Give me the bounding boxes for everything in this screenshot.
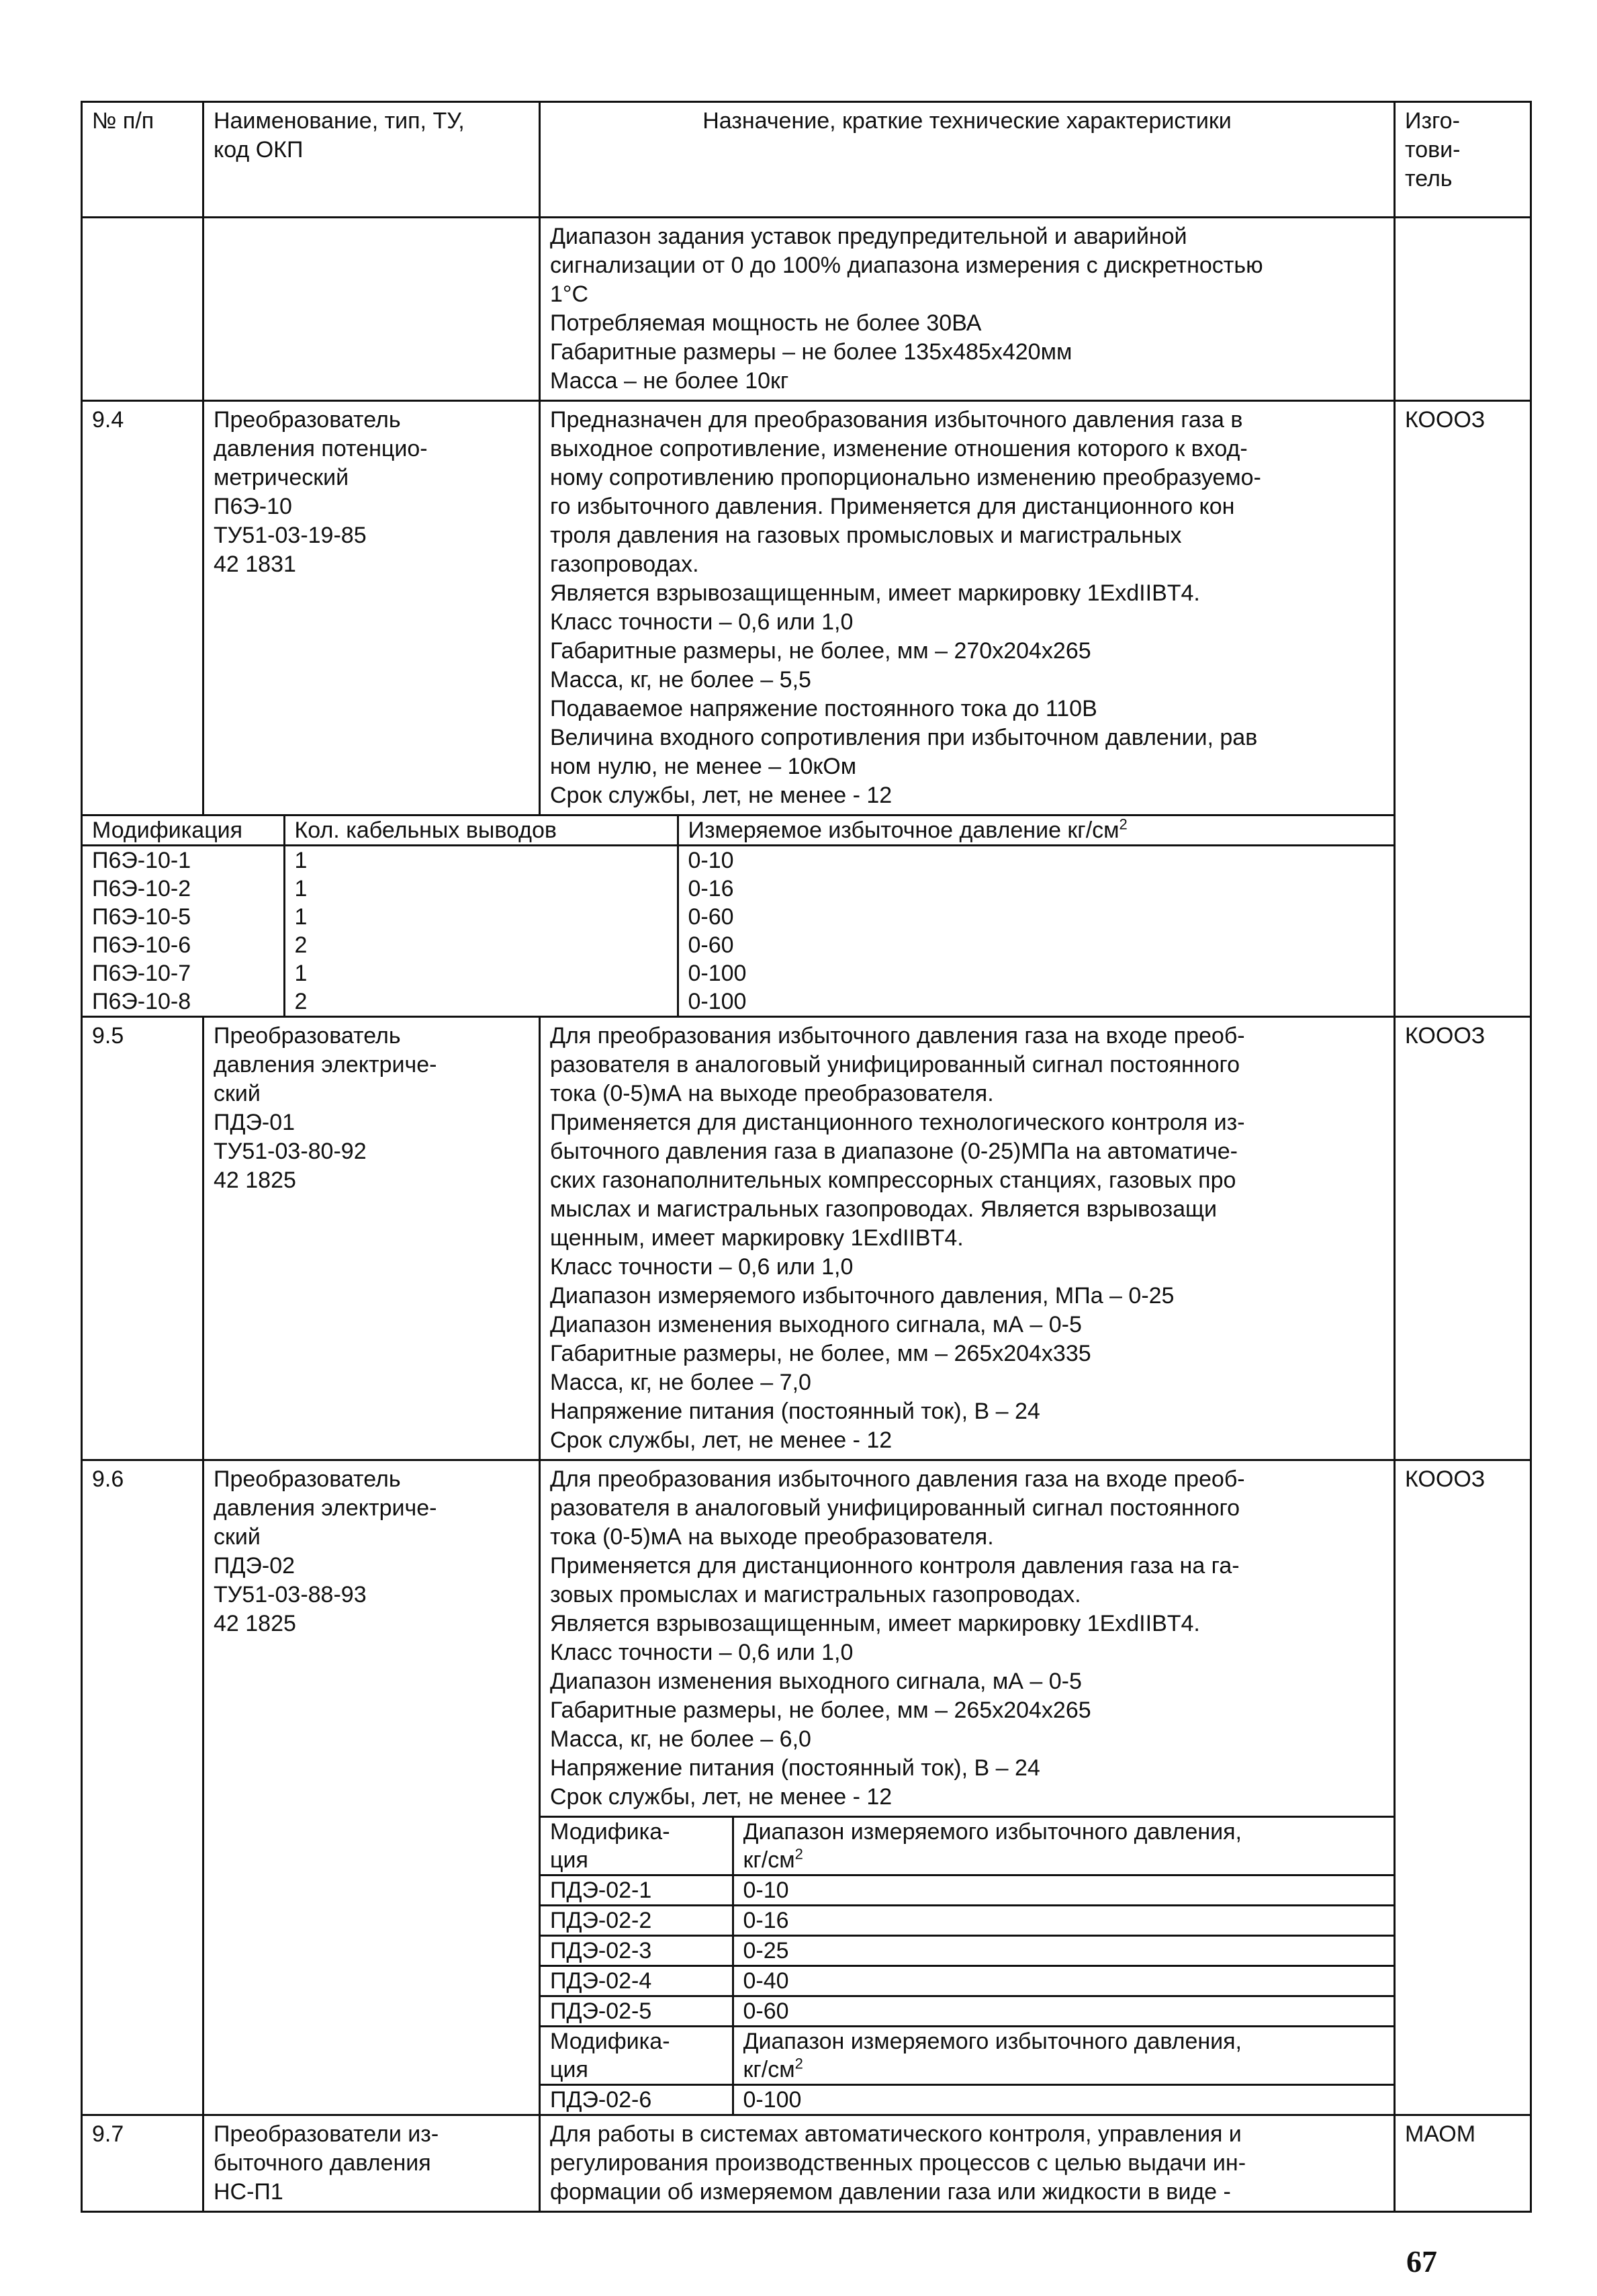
modification-table-9-6 [541, 1816, 1394, 2114]
description-line: Потребляемая мощность не более 30ВА [550, 310, 982, 336]
name-line: быточного давления [214, 2150, 431, 2176]
description-line: Габаритные размеры, не более, мм – 265х204х265 [550, 1697, 1091, 1723]
mod-model: ПДЭ-02-4 [541, 1966, 733, 1996]
header-number-text: № п/п [92, 108, 154, 134]
modification-row [541, 1996, 1394, 2027]
cell-description [540, 401, 1395, 815]
mod-model: П6Э-10-7 [83, 959, 284, 987]
header-name-line: код ОКП [214, 137, 304, 163]
description-line: Класс точности – 0,6 или 1,0 [550, 609, 854, 635]
mod-pressure: 0-60 [733, 1996, 1394, 2027]
modification-table-cell [82, 815, 1395, 1017]
name-line: Преобразователь [214, 1023, 401, 1049]
mod-pressure: 0-100 [733, 2085, 1394, 2115]
mod-header-pressure-text: Измеряемое избыточное давление кг/см [688, 818, 1120, 843]
row-number: 9.7 [92, 2121, 124, 2147]
modification-header-row [541, 1817, 1394, 1875]
row-number: 9.6 [92, 1466, 124, 1492]
description-line: разователя в аналоговый унифицированный сигнал постоянного [550, 1495, 1240, 1521]
mod-pressure: 0-40 [733, 1966, 1394, 1996]
cell-number [82, 1460, 203, 2115]
mod-header-model [541, 1817, 733, 1875]
description-line: Предназначен для преобразования избыточного давления газа в [550, 407, 1243, 433]
cell-description [540, 1460, 1395, 2115]
modification-table-9-4 [83, 816, 1394, 1016]
description-line: регулирования производственных процессов с целью выдачи ин- [550, 2150, 1246, 2176]
cell-maker [1395, 2115, 1531, 2212]
name-line: давления электриче- [214, 1495, 437, 1521]
description-line: 1°С [550, 281, 589, 307]
description-line: быточного давления газа в диапазоне (0-25)МПа на автоматиче- [550, 1139, 1238, 1164]
modification-row [541, 1875, 1394, 1906]
cell-number [82, 218, 203, 401]
modification-row [83, 987, 1394, 1016]
header-number [82, 102, 203, 218]
mod-header-unit: кг/см [743, 2057, 795, 2082]
mod-header-cables: Кол. кабельных выводов [284, 816, 678, 846]
table-row-9-5 [82, 1017, 1531, 1460]
name-line: ПДЭ-01 [214, 1110, 295, 1135]
name-line: ский [214, 1081, 261, 1106]
description-line: Является взрывозащищенным, имеет маркировку 1ExdIIBT4. [550, 1611, 1200, 1636]
description-line: Диапазон задания уставок предупредительной и аварийной [550, 224, 1187, 249]
mod-cables: 1 [284, 903, 678, 931]
mod-model: ПДЭ-02-6 [541, 2085, 733, 2115]
mod-header-model-line: Модифика- [550, 2029, 670, 2054]
name-line: давления электриче- [214, 1052, 437, 1077]
mod-cables: 1 [284, 846, 678, 875]
description-line: разователя в аналоговый унифицированный сигнал постоянного [550, 1052, 1240, 1077]
mod-pressure: 0-16 [678, 875, 1394, 903]
table-row-continuation [82, 218, 1531, 401]
name-line: ТУ51-03-88-93 [214, 1582, 367, 1607]
description-line: Класс точности – 0,6 или 1,0 [550, 1640, 854, 1665]
description-line: Подаваемое напряжение постоянного тока до 110В [550, 696, 1097, 721]
mod-header-model: Модификация [83, 816, 284, 846]
name-line: метрический [214, 465, 349, 490]
mod-pressure: 0-60 [678, 931, 1394, 959]
mod-model: П6Э-10-8 [83, 987, 284, 1016]
mod-model: П6Э-10-5 [83, 903, 284, 931]
mod-pressure: 0-100 [678, 959, 1394, 987]
mod-header-model-line: ция [550, 2057, 588, 2082]
name-line: 42 1825 [214, 1167, 296, 1193]
description-line: газопроводах. [550, 551, 699, 577]
mod-header-pressure-line: Диапазон измеряемого избыточного давления, [743, 2029, 1242, 2054]
modification-row [83, 931, 1394, 959]
description-line: Срок службы, лет, не менее - 12 [550, 1784, 893, 1810]
modification-header-row [541, 2027, 1394, 2085]
mod-header-pressure [678, 816, 1394, 846]
cell-description [540, 1017, 1395, 1460]
cell-number [82, 401, 203, 815]
description-line: Применяется для дистанционного технологического контроля из- [550, 1110, 1245, 1135]
mod-pressure: 0-10 [733, 1875, 1394, 1906]
cell-number [82, 1017, 203, 1460]
mod-model: П6Э-10-2 [83, 875, 284, 903]
description-line: Для преобразования избыточного давления газа на входе преоб- [550, 1023, 1245, 1049]
description-line: Применяется для дистанционного контроля давления газа на га- [550, 1553, 1240, 1579]
name-line: 42 1831 [214, 551, 296, 577]
mod-header-pressure [733, 2027, 1394, 2085]
mod-cables: 2 [284, 987, 678, 1016]
description-line: го избыточного давления. Применяется для дистанционного кон [550, 494, 1235, 519]
description-line: ном нулю, не менее – 10кОм [550, 754, 857, 779]
cell-name [203, 401, 540, 815]
description-line: Класс точности – 0,6 или 1,0 [550, 1254, 854, 1280]
description-text-block [541, 1461, 1394, 1816]
mod-header-model [541, 2027, 733, 2085]
description-line: Масса, кг, не более – 7,0 [550, 1370, 811, 1395]
description-line: щенным, имеет маркировку 1ExdIIBT4. [550, 1225, 964, 1251]
name-line: П6Э-10 [214, 494, 292, 519]
modification-row [83, 959, 1394, 987]
description-line: Масса – не более 10кг [550, 368, 789, 394]
header-maker-line: тови- [1405, 137, 1461, 163]
equipment-table [81, 101, 1532, 2213]
name-line: Преобразователи из- [214, 2121, 439, 2147]
name-line: ТУ51-03-80-92 [214, 1139, 367, 1164]
description-line: Диапазон изменения выходного сигнала, мА – 0-5 [550, 1669, 1082, 1694]
modification-row [541, 1906, 1394, 1936]
modification-row [541, 1966, 1394, 1996]
mod-pressure: 0-25 [733, 1936, 1394, 1966]
page-number: 67 [1406, 2244, 1437, 2279]
maker-name: КОООЗ [1405, 407, 1486, 433]
modification-row [83, 903, 1394, 931]
description-line: Напряжение питания (постоянный ток), В – 24 [550, 1755, 1040, 1781]
header-maker [1395, 102, 1531, 218]
cell-name [203, 218, 540, 401]
description-line: Диапазон измеряемого избыточного давления, МПа – 0-25 [550, 1283, 1175, 1309]
description-line: Габаритные размеры, не более, мм – 270х204х265 [550, 638, 1091, 664]
description-line: Срок службы, лет, не менее - 12 [550, 1427, 893, 1453]
mod-header-model-line: ция [550, 1847, 588, 1873]
mod-header-pressure-line [743, 2056, 1385, 2084]
name-line: НС-П1 [214, 2179, 283, 2205]
description-line: выходное сопротивление, изменение отношения которого к вход- [550, 436, 1248, 461]
header-description [540, 102, 1395, 218]
modification-row [83, 875, 1394, 903]
name-line: Преобразователь [214, 407, 401, 433]
description-line: ному сопротивлению пропорционально изменению преобразуемо- [550, 465, 1261, 490]
mod-pressure: 0-60 [678, 903, 1394, 931]
cell-maker [1395, 1017, 1531, 1460]
mod-model: ПДЭ-02-5 [541, 1996, 733, 2027]
maker-name: КОООЗ [1405, 1466, 1486, 1492]
mod-pressure: 0-100 [678, 987, 1394, 1016]
mod-header-pressure-line: Диапазон измеряемого избыточного давления, [743, 1819, 1242, 1845]
cell-maker [1395, 218, 1531, 401]
cell-name [203, 1017, 540, 1460]
maker-name: МАОМ [1405, 2121, 1476, 2147]
table-row-9-4 [82, 401, 1531, 815]
description-line: Величина входного сопротивления при избыточном давлении, рав [550, 725, 1258, 750]
description-line: зовых промыслах и магистральных газопроводах. [550, 1582, 1081, 1607]
description-line: Масса, кг, не более – 6,0 [550, 1726, 811, 1752]
mod-model: ПДЭ-02-1 [541, 1875, 733, 1906]
unit-superscript: 2 [1119, 816, 1128, 833]
header-name-line: Наименование, тип, ТУ, [214, 108, 465, 134]
mod-cables: 1 [284, 875, 678, 903]
table-row-9-4-modifications [82, 815, 1531, 1017]
table-row-9-6 [82, 1460, 1531, 2115]
description-line: Для преобразования избыточного давления газа на входе преоб- [550, 1466, 1245, 1492]
description-line: тока (0-5)мА на выходе преобразователя. [550, 1081, 994, 1106]
mod-header-model-line: Модифика- [550, 1819, 670, 1845]
description-line: Срок службы, лет, не менее - 12 [550, 783, 893, 808]
description-line: Диапазон изменения выходного сигнала, мА – 0-5 [550, 1312, 1082, 1337]
header-name [203, 102, 540, 218]
modification-header-row [83, 816, 1394, 846]
name-line: ТУ51-03-19-85 [214, 523, 367, 548]
mod-pressure: 0-10 [678, 846, 1394, 875]
cell-description [540, 218, 1395, 401]
name-line: 42 1825 [214, 1611, 296, 1636]
header-description-text: Назначение, краткие технические характеристики [702, 108, 1232, 134]
mod-header-unit: кг/см [743, 1847, 795, 1873]
description-line: Для работы в системах автоматического контроля, управления и [550, 2121, 1242, 2147]
name-line: Преобразователь [214, 1466, 401, 1492]
unit-superscript: 2 [794, 2056, 803, 2072]
description-line: троля давления на газовых промысловых и магистральных [550, 523, 1182, 548]
modification-row [541, 2085, 1394, 2115]
mod-model: ПДЭ-02-3 [541, 1936, 733, 1966]
description-line: Габаритные размеры – не более 135х485х420мм [550, 339, 1073, 365]
table-header-row [82, 102, 1531, 218]
description-line: Масса, кг, не более – 5,5 [550, 667, 811, 693]
mod-header-pressure-line [743, 1846, 1385, 1874]
cell-number [82, 2115, 203, 2212]
description-line: формации об измеряемом давлении газа или жидкости в виде - [550, 2179, 1231, 2205]
description-line: Является взрывозащищенным, имеет маркировку 1ExdIIBT4. [550, 580, 1200, 606]
modification-row [83, 846, 1394, 875]
description-line: Напряжение питания (постоянный ток), В – 24 [550, 1399, 1040, 1424]
mod-model: П6Э-10-6 [83, 931, 284, 959]
cell-maker [1395, 1460, 1531, 2115]
row-number: 9.5 [92, 1023, 124, 1049]
mod-cables: 1 [284, 959, 678, 987]
header-maker-line: Изго- [1405, 108, 1460, 134]
header-maker-line: тель [1405, 166, 1453, 191]
cell-name [203, 1460, 540, 2115]
maker-name: КОООЗ [1405, 1023, 1486, 1049]
modification-row [541, 1936, 1394, 1966]
mod-model: П6Э-10-1 [83, 846, 284, 875]
description-line: ских газонаполнительных компрессорных станциях, газовых про [550, 1167, 1236, 1193]
description-line: сигнализации от 0 до 100% диапазона измерения с дискретностью [550, 253, 1263, 278]
name-line: ский [214, 1524, 261, 1550]
mod-cables: 2 [284, 931, 678, 959]
cell-description [540, 2115, 1395, 2212]
name-line: ПДЭ-02 [214, 1553, 295, 1579]
unit-superscript: 2 [794, 1846, 803, 1863]
description-line: тока (0-5)мА на выходе преобразователя. [550, 1524, 994, 1550]
cell-name [203, 2115, 540, 2212]
description-line: мыслах и магистральных газопроводах. Является взрывозащи [550, 1196, 1217, 1222]
row-number: 9.4 [92, 407, 124, 433]
cell-maker [1395, 401, 1531, 1017]
name-line: давления потенцио- [214, 436, 428, 461]
mod-pressure: 0-16 [733, 1906, 1394, 1936]
mod-header-pressure [733, 1817, 1394, 1875]
description-line: Габаритные размеры, не более, мм – 265х204х335 [550, 1341, 1091, 1366]
mod-model: ПДЭ-02-2 [541, 1906, 733, 1936]
table-row-9-7 [82, 2115, 1531, 2212]
